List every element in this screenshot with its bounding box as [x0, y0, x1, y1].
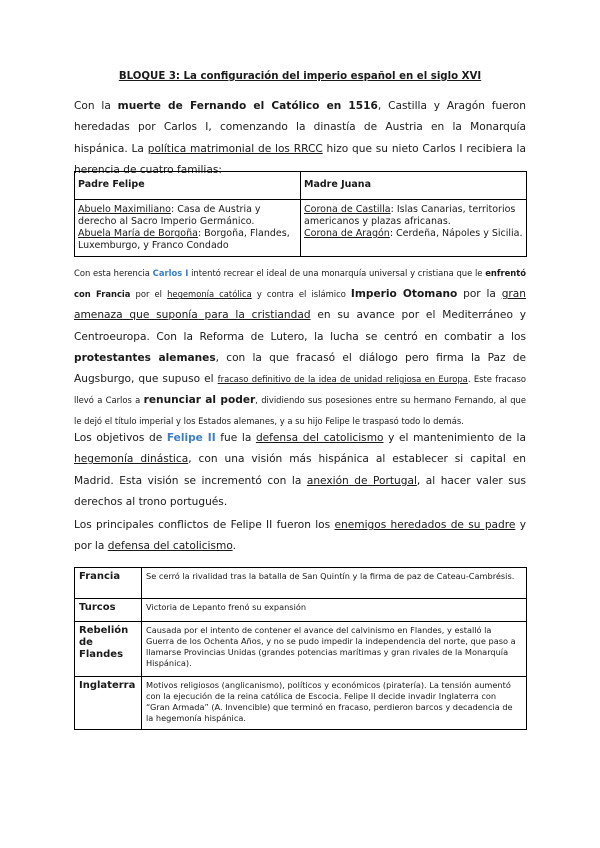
text: . Este fracaso llevó a Carlos a — [74, 374, 526, 406]
underlined-text: defensa del catolicismo — [107, 540, 233, 553]
conflict-name: Turcos — [75, 599, 142, 622]
conflict-name: Rebelión de Flandes — [75, 622, 142, 677]
emphasis-text: renunciar al poder — [143, 394, 256, 407]
underlined-text: gran amenaza que suponía para la cristiandad — [74, 288, 526, 322]
header-madre: Madre Juana — [301, 172, 527, 200]
emphasis-text: Imperio Otomano — [350, 288, 458, 301]
text: : Borgoña, Flandes, Luxemburgo, y Franco Condado — [78, 228, 290, 251]
paragraph-intro — [74, 96, 526, 182]
text: : Islas Canarias, territorios americanos y plazas africanas. — [304, 204, 516, 227]
text: , dividiendo sus posesiones entre su hermano Fernando, al que le dejó el título imperial y los Estados alemanes, y a su hijo Felipe le traspasó todo lo demás. — [74, 395, 526, 427]
emphasis-text: enfrentó con Francia — [74, 268, 527, 300]
underlined-text: política matrimonial de los RRCC — [147, 142, 323, 155]
table-row — [75, 599, 527, 622]
underlined-text: fracaso definitivo de la idea de unidad religiosa en Europa — [217, 374, 468, 385]
emphasis-text: Felipe II — [166, 432, 216, 444]
conflicts-table — [74, 567, 527, 730]
cell-madre — [301, 200, 527, 257]
text: : Cerdeña, Nápoles y Sicilia. — [389, 228, 523, 239]
conflict-text: Causada por el intento de contener el avance del calvinismo en Flandes, y estalló la Guerra de los Ochenta Años, y no se pudo impedir la independencia del norte, que paso a llamarse Provincias Unidas (grandes potencias marítimas y gran rivales de la Monarquía Hispánica). — [142, 622, 527, 677]
underlined-text: hegemonía católica — [167, 289, 252, 300]
text: y contra el islámico — [251, 289, 351, 300]
page-title: BLOQUE 3: La configuración del imperio español en el siglo XVI — [118, 71, 482, 82]
text: Los objetivos de — [74, 432, 167, 444]
text: , con una visión más hispánica al establecer si capital en Madrid. Esta visión se incrementó con la — [74, 453, 526, 487]
text: intentó recrear el ideal de una monarquía universal y cristiana que le — [188, 268, 486, 278]
underlined-text: Corona de Castilla — [304, 204, 391, 215]
emphasis-text: protestantes alemanes — [74, 351, 216, 364]
emphasis-text: Carlos I — [152, 268, 189, 278]
text: Los principales conflictos de Felipe II fueron los — [74, 519, 335, 531]
underlined-text: enemigos heredados de su padre — [334, 519, 516, 531]
conflict-name: Francia — [75, 568, 142, 599]
underlined-text: Abuela María de Borgoña — [78, 228, 198, 239]
paragraph-conflicts — [74, 515, 526, 558]
underlined-text: hegemonía dinástica — [74, 453, 189, 466]
text: fue la — [215, 432, 256, 444]
conflict-text: Victoria de Lepanto frenó su expansión — [142, 599, 527, 622]
text: , Castilla y Aragón fueron heredadas por Carlos I, comenzando la dinastía de Austria en la Monarquía hispánica. La — [74, 100, 526, 155]
underlined-text: defensa del catolicismo — [255, 432, 384, 444]
text: , con la que fracasó el diálogo pero firma la Paz de Augsburgo, que supuso el — [74, 351, 527, 386]
text: : Casa de Austria y derecho al Sacro Imperio Germánico. — [78, 204, 261, 227]
table-row — [75, 622, 527, 677]
conflict-name: Inglaterra — [75, 677, 142, 730]
text: y por la — [74, 519, 526, 553]
underlined-text: anexión de Portugal — [306, 474, 417, 487]
text: Con esta herencia — [74, 268, 153, 278]
underlined-text: Abuelo Maximiliano — [78, 204, 171, 215]
text: y el mantenimiento de la — [383, 432, 526, 444]
underlined-text: Corona de Aragón — [304, 228, 390, 239]
cell-padre — [75, 200, 301, 257]
text: por la — [457, 288, 502, 301]
family-table — [74, 171, 527, 257]
text: por el — [130, 289, 168, 300]
text: , al hacer valer sus derechos al trono portugués. — [74, 474, 526, 509]
conflict-text: Motivos religiosos (anglicanismo), políticos y económicos (piratería). La tensión aumentó con la ejecución de la reina católica de Escocia. Felipe II decide invadir Inglaterra con “Gran Armada” (A. Invencible) que terminó en fracaso, perdieron barcos y decadencia de la hegemonía hispánica. — [142, 677, 527, 730]
text: hizo que su nieto Carlos I recibiera la herencia de cuatro familias: — [74, 142, 526, 177]
text: . — [232, 540, 236, 553]
text: en su avance por el Mediterráneo y Centroeuropa. Con la Reforma de Lutero, la lucha se centró en combatir a los — [74, 309, 526, 343]
text: Con la — [74, 100, 118, 112]
header-padre: Padre Felipe — [75, 172, 301, 200]
conflict-text: Se cerró la rivalidad tras la batalla de San Quintín y la firma de paz de Cateau-Cambrésis. — [142, 568, 527, 599]
table-row — [75, 677, 527, 730]
paragraph-felipe — [74, 428, 526, 514]
emphasis-text: muerte de Fernando el Católico en 1516 — [117, 100, 378, 112]
table-row — [75, 568, 527, 599]
paragraph-carlos — [74, 263, 526, 433]
